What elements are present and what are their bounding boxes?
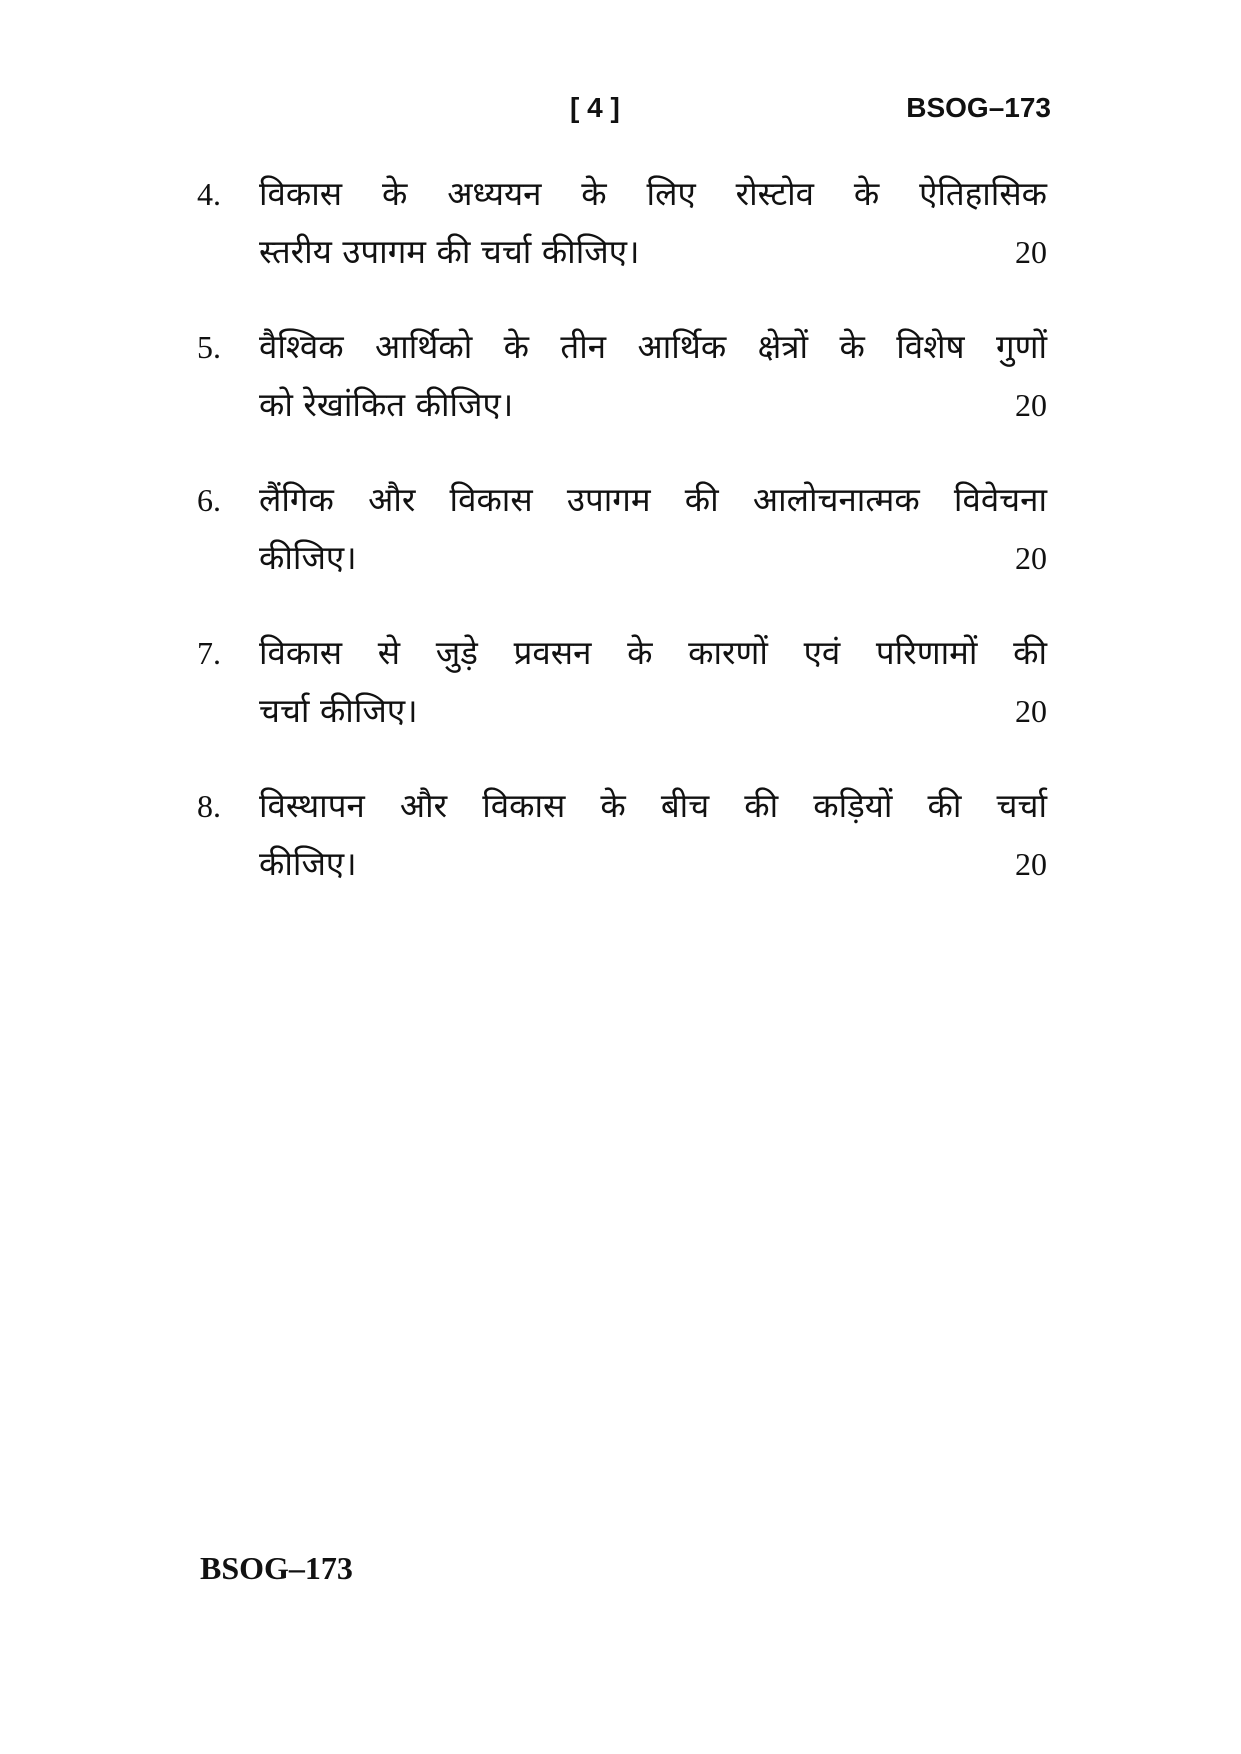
question-text-line1: विकास के अध्ययन के लिए रोस्टोव के ऐतिहासिक — [259, 174, 1047, 213]
question-marks: 20 — [1015, 540, 1047, 576]
question-marks: 20 — [1015, 693, 1047, 729]
footer-course-code: BSOG–173 — [200, 1550, 353, 1586]
question-text-line1: वैश्विक आर्थिको के तीन आर्थिक क्षेत्रों के विशेष गुणों — [259, 327, 1047, 366]
question-number: 4. — [197, 176, 221, 212]
question-text-line2: कीजिए। — [259, 844, 357, 883]
question-text-line2: चर्चा कीजिए। — [259, 691, 418, 730]
question-text-line1: विकास से जुड़े प्रवसन के कारणों एवं परिणामों की — [259, 633, 1047, 672]
question-text-line2: स्तरीय उपागम की चर्चा कीजिए। — [259, 232, 640, 271]
question-text-line2: को रेखांकित कीजिए। — [259, 385, 514, 424]
question-5 — [197, 318, 1047, 434]
question-number: 8. — [197, 788, 221, 824]
question-marks: 20 — [1015, 846, 1047, 882]
question-marks: 20 — [1015, 387, 1047, 423]
question-number: 5. — [197, 329, 221, 365]
page-number: [ 4 ] — [570, 92, 620, 123]
question-number: 6. — [197, 482, 221, 518]
question-text-line1: लैंगिक और विकास उपागम की आलोचनात्मक विवेचना — [259, 480, 1047, 519]
question-number: 7. — [197, 635, 221, 671]
question-7 — [197, 624, 1047, 740]
question-marks: 20 — [1015, 234, 1047, 270]
header-course-code: BSOG–173 — [906, 92, 1051, 123]
question-text-line2: कीजिए। — [259, 538, 357, 577]
question-text-line1: विस्थापन और विकास के बीच की कड़ियों की चर्चा — [259, 786, 1047, 825]
question-6 — [197, 471, 1047, 587]
question-4 — [197, 165, 1047, 281]
question-8 — [197, 777, 1047, 893]
